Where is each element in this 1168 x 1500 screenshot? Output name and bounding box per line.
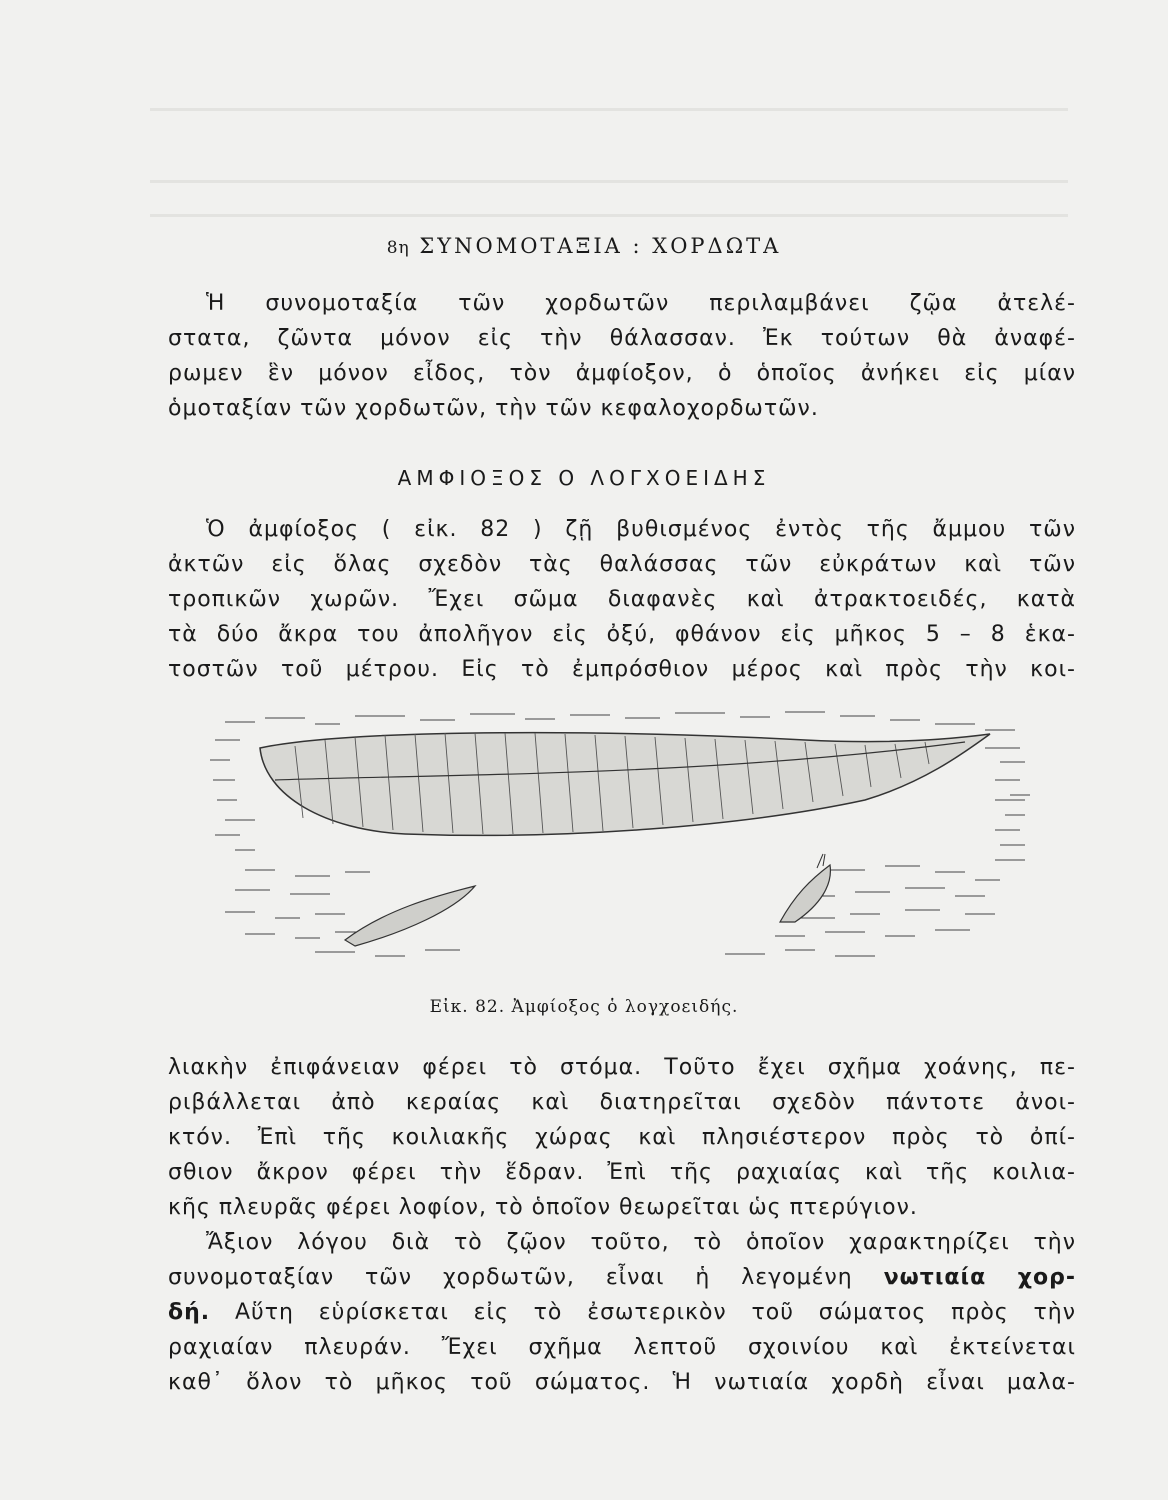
text-line: κῆς πλευρᾶς φέρει λοφίον, τὸ ὁποῖον θεωρεῖται ὡς πτερύγιον.	[168, 1195, 918, 1220]
text-run: συνομοταξίαν τῶν χορδωτῶν, εἶναι ἡ λεγομένη	[168, 1265, 853, 1290]
text-line: κτόν. Ἐπὶ τῆς κοιλιακῆς χώρας καὶ πλησιέστερον πρὸς τὸ ὀπί-	[168, 1125, 1076, 1150]
bleed-through-line	[150, 108, 1068, 111]
text-line: τὰ δύο ἄκρα του ἀπολῆγον εἰς ὀξύ, φθάνον εἰς μῆκος 5 – 8 ἑκα-	[168, 622, 1076, 647]
text-line: λιακὴν ἐπιφάνειαν φέρει τὸ στόμα. Τοῦτο ἔχει σχῆμα χοάνης, πε-	[168, 1055, 1076, 1080]
text-run: Αὕτη εὑρίσκεται εἰς τὸ ἐσωτερικὸν τοῦ σώματος πρὸς τὴν	[234, 1300, 1076, 1325]
figure-caption: Εἰκ. 82. Ἀμφίοξος ὁ λογχοειδής.	[429, 997, 739, 1017]
text-line: Ἄξιον λόγου διὰ τὸ ζῷον τοῦτο, τὸ ὁποῖον χαρακτηρίζει τὴν	[206, 1230, 1076, 1255]
text-line: Ὁ ἀμφίοξος ( εἰκ. 82 ) ζῇ βυθισμένος ἐντὸς τῆς ἄμμου τῶν	[206, 517, 1076, 542]
text-line: στατα, ζῶντα μόνον εἰς τὴν θάλασσαν. Ἐκ τούτων θὰ ἀναφέ-	[168, 326, 1076, 351]
bleed-through-line	[150, 214, 1068, 217]
amphioxus-body	[260, 733, 990, 836]
text-line: σθιον ἄκρον φέρει τὴν ἕδραν. Ἐπὶ τῆς ραχιαίας καὶ τῆς κοιλια-	[168, 1160, 1076, 1185]
text-line: τροπικῶν χωρῶν. Ἔχει σῶμα διαφανὲς καὶ ἀτρακτοειδές, κατὰ	[168, 587, 1076, 612]
amphioxus-illustration	[205, 700, 1035, 972]
text-line: Ἡ συνομοταξία τῶν χορδωτῶν περιλαμβάνει ζῷα ἀτελέ-	[206, 291, 1076, 316]
text-line: τοστῶν τοῦ μέτρου. Εἰς τὸ ἐμπρόσθιον μέρος καὶ πρὸς τὴν κοι-	[168, 657, 1076, 682]
text-line: ὁμοταξίαν τῶν χορδωτῶν, τὴν τῶν κεφαλοχορδωτῶν.	[168, 396, 819, 421]
text-line: ρωμεν ἓν μόνον εἶδος, τὸν ἀμφίοξον, ὁ ὁποῖος ἀνήκει εἰς μίαν	[168, 361, 1076, 386]
text-line	[168, 1260, 1076, 1295]
continuation-paragraph	[168, 1050, 1076, 1225]
text-line	[168, 1295, 1076, 1330]
text-line: ριβάλλεται ἀπὸ κεραίας καὶ διατηρεῖται σχεδὸν πάντοτε ἀνοι-	[168, 1090, 1076, 1115]
sand-amphioxus	[345, 854, 830, 946]
bleed-through-line	[150, 180, 1068, 183]
chapter-title: ΣΥΝΟΜΟΤΑΞΙΑ : ΧΟΡΔΩΤΑ	[419, 234, 782, 258]
section-heading: ΑΜΦΙΟΞΟΣ Ο ΛΟΓΧΟΕΙΔΗΣ	[397, 466, 771, 490]
description-paragraph	[168, 512, 1076, 687]
bold-term: δή.	[168, 1300, 211, 1325]
chapter-heading	[0, 234, 1168, 258]
text-line: ἀκτῶν εἰς ὅλας σχεδὸν τὰς θαλάσσας τῶν εὐκράτων καὶ τῶν	[168, 552, 1076, 577]
chapter-number: 8η	[386, 238, 410, 258]
bold-term: νωτιαία χορ-	[883, 1265, 1076, 1290]
notochord-paragraph	[168, 1225, 1076, 1400]
text-line: καθ᾽ ὅλον τὸ μῆκος τοῦ σώματος. Ἡ νωτιαία χορδὴ εἶναι μαλα-	[168, 1370, 1076, 1395]
intro-paragraph	[168, 286, 1076, 426]
text-line: ραχιαίαν πλευράν. Ἔχει σχῆμα λεπτοῦ σχοινίου καὶ ἐκτείνεται	[168, 1335, 1076, 1360]
